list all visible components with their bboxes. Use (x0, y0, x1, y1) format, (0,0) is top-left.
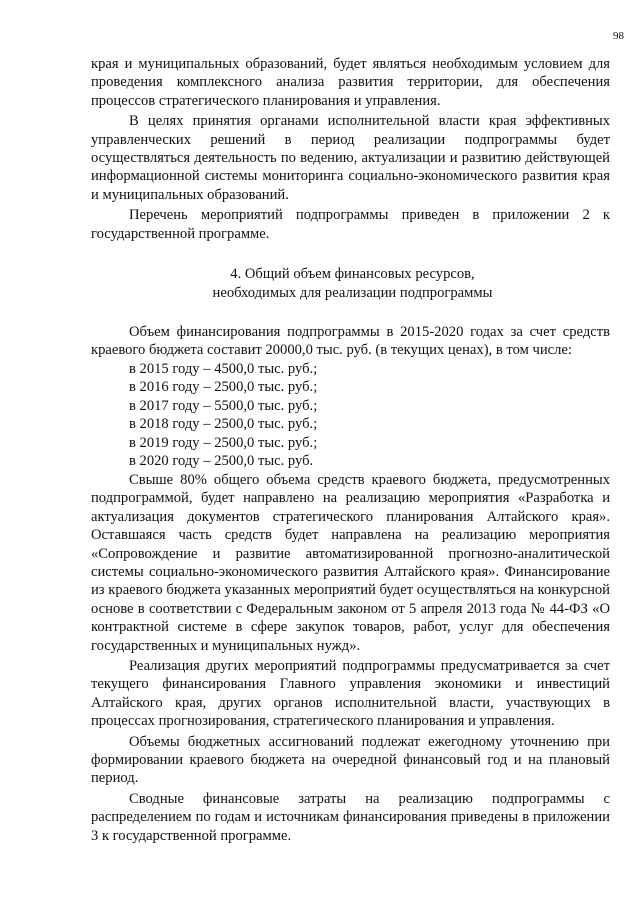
paragraph-budget-allocations: Объемы бюджетных ассигнований подлежат ежегодному уточнению при формировании краевого бюджета на очередной финансовый год и на плановый период. (91, 733, 610, 787)
paragraph-summary-costs: Сводные финансовые затраты на реализацию подпрограммы с распределением по годам и источникам финансирования приведены в приложении 3 к государственной программе. (91, 790, 610, 844)
funding-year-item: в 2020 году – 2500,0 тыс. руб. (129, 453, 314, 470)
section-heading-line-1: 4. Общий объем финансовых ресурсов, (230, 266, 475, 283)
section-heading-line-2: необходимых для реализации подпрограммы (212, 285, 493, 302)
paragraph-funding-intro: Объем финансирования подпрограммы в 2015-2020 годах за счет средств краевого бюджета составит 20000,0 тыс. руб. (в текущих ценах), в том числе: (91, 324, 610, 359)
page-number: 98 (613, 30, 624, 42)
paragraph-other-activities: Реализация других мероприятий подпрограммы предусматривается за счет текущего финансирования Главного управления экономики и инвестиций Алтайского края, других органов исполнительной власти, участвующих в процессах прогнозирования, стратегического планирования и управления. (91, 657, 610, 730)
document-body (91, 55, 610, 845)
paragraph-activities-list: Перечень мероприятий подпрограммы приведен в приложении 2 к государственной программе. (91, 207, 610, 242)
paragraph-monitoring-system: В целях принятия органами исполнительной власти края эффективных управленческих решений в период реализации подпрограммы будет осуществляться деятельность по ведению, актуализации и развитию действующей информационной системы мониторинга социально-экономического развития края и муниципальных образований. (91, 113, 610, 203)
funding-year-item: в 2016 году – 2500,0 тыс. руб.; (129, 379, 318, 396)
section-heading (91, 265, 610, 303)
paragraph-budget-share: Свыше 80% общего объема средств краевого бюджета, предусмотренных подпрограммой, будет направлено на реализацию мероприятия «Разработка и актуализация документов стратегического планирования Алтайского края». Оставшаяся часть средств будет направлена на реализацию мероприятия «Сопровождение и развитие автоматизированной прогнозно-аналитической системы социально-экономического развития Алтайского края». Финансирование из краевого бюджета указанных мероприятий будет осуществляться на конкурсной основе в соответствии с Федеральным законом от 5 апреля 2013 года № 44-ФЗ «О контрактной системе в сфере закупок товаров, работ, услуг для обеспечения государственных и муниципальных нужд». (91, 471, 610, 654)
paragraph-continuation: края и муниципальных образований, будет являться необходимым условием для проведения комплексного анализа развития территории, для обеспечения процессов стратегического планирования и управления. (91, 56, 610, 109)
funding-year-item: в 2019 году – 2500,0 тыс. руб.; (129, 434, 318, 451)
funding-year-item: в 2017 году – 5500,0 тыс. руб.; (129, 397, 318, 414)
funding-by-year-list (91, 360, 610, 471)
funding-year-item: в 2015 году – 4500,0 тыс. руб.; (129, 360, 318, 377)
funding-year-item: в 2018 году – 2500,0 тыс. руб.; (129, 416, 318, 433)
